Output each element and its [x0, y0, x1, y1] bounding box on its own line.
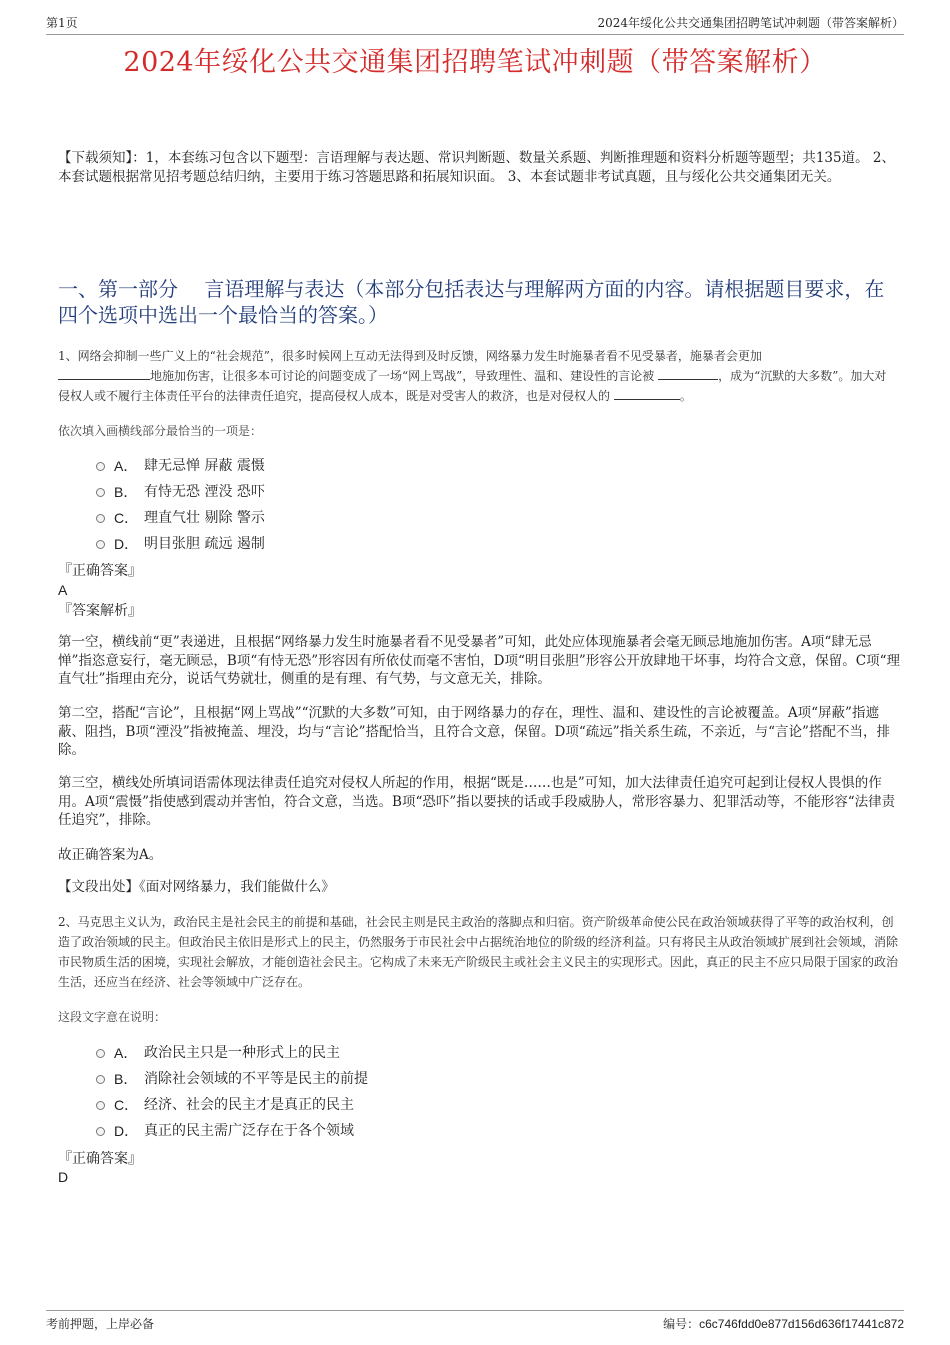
radio-button[interactable] [96, 540, 105, 549]
radio-button[interactable] [96, 1049, 105, 1058]
radio-button[interactable] [96, 1101, 105, 1110]
option-text: 肆无忌惮 屏蔽 震慑 [144, 458, 265, 474]
q1-conclusion: 故正确答案为A。 [58, 847, 163, 863]
radio-button[interactable] [96, 514, 105, 523]
q2-answer-label: 『正确答案』 [58, 1151, 142, 1167]
q1-analysis-label: 『答案解析』 [58, 603, 142, 619]
page-number: 第1页 [46, 16, 78, 30]
q1-analysis-paragraph-2: 第二空，搭配“言论”，且根据“网上骂战”“沉默的大多数”可知，由于网络暴力的存在，理性、温和、建设性的言论被覆盖。A项“屏蔽”指遮蔽、阻挡，B项“湮没”指被掩盖、埋没，均与“言论”搭配恰当，且符合文意，保留。D项“疏远”指关系生疏，不亲近，与“言论”搭配不当，排除。 [58, 705, 890, 758]
option-text: 政治民主只是一种形式上的民主 [144, 1045, 340, 1061]
option-text: 经济、社会的民主才是真正的民主 [144, 1097, 354, 1113]
q1-text-part-4: 。 [679, 389, 692, 403]
page-header [46, 14, 904, 35]
q1-blank-1 [58, 366, 150, 380]
question-2-prompt: 这段文字意在说明： [58, 1010, 167, 1024]
option-text: 明目张胆 疏远 遏制 [144, 536, 265, 552]
radio-button[interactable] [96, 462, 105, 471]
option-text: 消除社会领域的不平等是民主的前提 [144, 1071, 368, 1087]
document-title: 2024年绥化公共交通集团招聘笔试冲刺题（带答案解析） [123, 47, 827, 78]
option-text: 理直气壮 剔除 警示 [144, 510, 265, 526]
option-letter: A． [114, 1045, 138, 1061]
footer-code [663, 1314, 904, 1334]
question-1-text [58, 346, 898, 406]
footer-slogan: 考前押题，上岸必备 [46, 1317, 155, 1331]
q1-text-part-2: 地施加伤害，让很多本可讨论的问题变成了一场“网上骂战”，导致理性、温和、建设性的言论被 [150, 369, 655, 383]
q2-answer: D [58, 1169, 69, 1185]
question-2-text: 2、马克思主义认为，政治民主是社会民主的前提和基础，社会民主则是民主政治的落脚点和归宿。资产阶级革命使公民在政治领域获得了平等的政治权利，创造了政治领域的民主。但政治民主依旧是形式上的民主，仍然服务于市民社会中占据统治地位的阶级的经济利益。只有将民主从政治领域扩展到社会领域，消除市民物质生活的困境，实现社会解放，才能创造社会民主。它构成了未来无产阶级民主或社会主义民主的实现形式。因此，真正的民主不应只局限于国家的政治生活，还应当在经济、社会等领域中广泛存在。 [58, 915, 899, 989]
option-text: 真正的民主需广泛存在于各个领域 [144, 1123, 354, 1139]
option-letter: D． [114, 1123, 139, 1139]
q1-answer: A [58, 582, 68, 598]
radio-button[interactable] [96, 1075, 105, 1084]
option-letter: C． [114, 510, 139, 526]
page-footer [46, 1310, 904, 1333]
radio-button[interactable] [96, 488, 105, 497]
radio-button[interactable] [96, 1127, 105, 1136]
q1-analysis-paragraph-1: 第一空，横线前“更”表递进，且根据“网络暴力发生时施暴者看不见受暴者”可知，此处应体现施暴者会毫无顾忌地施加伤害。A项“肆无忌惮”指恣意妄行，毫无顾忌，B项“有恃无恐”形容因有所依仗而毫不害怕，D项“明目张胆”形容公开放肆地干坏事，均符合文意，保留。C项“理直气壮”指理由充分，说话气势就壮，侧重的是有理、有气势，与文意无关，排除。 [58, 634, 900, 687]
option-text: 有恃无恐 湮没 恐吓 [144, 484, 265, 500]
q1-text-part-1: 1、网络会抑制一些广义上的“社会规范”，很多时候网上互动无法得到及时反馈，网络暴力发生时施暴者看不见受暴者，施暴者会更加 [58, 349, 762, 363]
header-doc-title: 2024年绥化公共交通集团招聘笔试冲刺题（带答案解析） [597, 16, 904, 30]
q1-answer-label: 『正确答案』 [58, 563, 142, 579]
footer-code-label: 编号： [663, 1317, 700, 1331]
q1-blank-2 [658, 366, 718, 380]
option-letter: A． [114, 458, 138, 474]
section-heading: 一、第一部分 言语理解与表达（本部分包括表达与理解两方面的内容。请根据题目要求，在四个选项中选出一个最恰当的答案。） [58, 277, 885, 327]
q1-text-part-3: ，成为“沉默的大多数”。加大对侵权人或不履行主体责任平台的法律责任追究，提高侵权人成本，既是对受害人的救济，也是对侵权人的 [58, 369, 887, 403]
option-letter: D． [114, 536, 139, 552]
q1-analysis-paragraph-3: 第三空，横线处所填词语需体现法律责任追究对侵权人所起的作用，根据“既是……也是”可知，加大法律责任追究可起到让侵权人畏惧的作用。A项“震慑”指使感到震动并害怕，符合文意，当选。B项“恐吓”指以要挟的话或手段威胁人，常形容暴力、犯罪活动等，不能形容“法律责任追究”，排除。 [58, 775, 896, 828]
option-letter: C． [114, 1097, 139, 1113]
q1-blank-3 [614, 386, 680, 400]
option-letter: B． [114, 484, 138, 500]
question-1-prompt: 依次填入画横线部分最恰当的一项是： [58, 424, 263, 438]
footer-code-value: c6c746fdd0e877d156d636f17441c872 [699, 1317, 904, 1331]
download-notice: 【下载须知】：1，本套练习包含以下题型：言语理解与表达题、常识判断题、数量关系题、判断推理题和资料分析题等题型；共135道。 2、本套试题根据常见招考题总结归纳，主要用于练习答题思路和拓展知识面。 3、本套试题非考试真题，且与绥化公共交通集团无关。 [58, 150, 895, 185]
option-letter: B． [114, 1071, 138, 1087]
q1-source: 【文段出处】《面对网络暴力，我们能做什么》 [58, 879, 335, 895]
